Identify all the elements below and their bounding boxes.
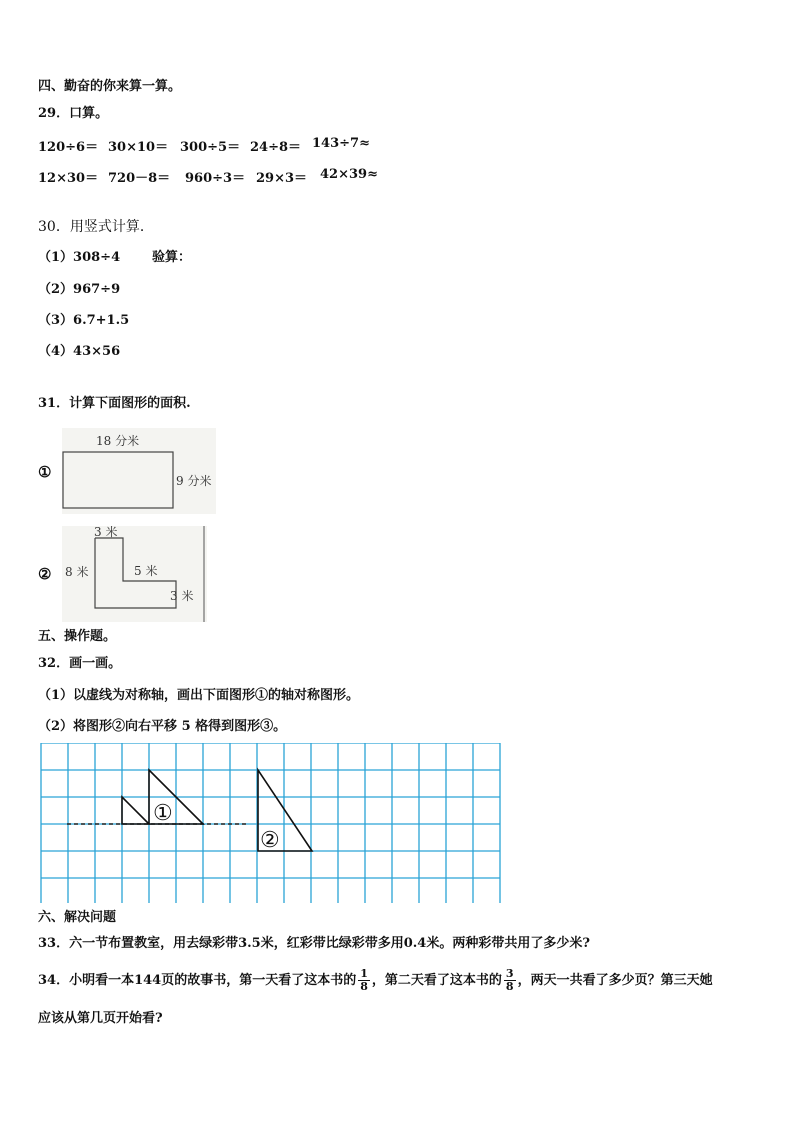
fraction-numerator: 3 xyxy=(505,967,514,980)
section-5-heading: 五、操作题。 xyxy=(38,629,117,644)
calc-item: 30×10＝ xyxy=(108,140,169,155)
shape-2-label: ② xyxy=(260,828,280,853)
q30-check-label: 验算： xyxy=(152,250,192,265)
q30-item-1: （1）308÷4 xyxy=(38,250,121,265)
question-34-line-2: 应该从第几页开始看? xyxy=(38,1011,163,1026)
q34-text-part-2: ，第二天看了这本书的 xyxy=(371,973,502,988)
q32-instruction-1: （1）以虚线为对称轴，画出下面图形①的轴对称图形。 xyxy=(38,688,360,703)
question-32-label: 32．画一画。 xyxy=(38,656,122,671)
q34-text-part-1: 34．小明看一本144页的故事书，第一天看了这本书的 xyxy=(38,973,357,988)
q34-text-part-3: ，两天一共看了多少页？第三天她 xyxy=(517,973,713,988)
fraction-denominator: 8 xyxy=(505,980,514,993)
figure-2-mid-label: 5 米 xyxy=(134,564,158,578)
calc-item: 120÷6＝ xyxy=(38,140,99,155)
drawing-grid xyxy=(40,743,506,903)
section-6-heading: 六、解决问题 xyxy=(38,910,117,925)
section-4-heading: 四、勤奋的你来算一算。 xyxy=(38,79,182,94)
calc-item: 24÷8＝ xyxy=(250,140,302,155)
fraction-numerator: 1 xyxy=(360,967,368,980)
question-30-label: 30．用竖式计算． xyxy=(38,219,154,235)
question-34-line-1 xyxy=(38,966,713,996)
figure-2-left-label: 8 米 xyxy=(65,565,89,579)
calc-item: 720－8＝ xyxy=(108,171,171,186)
calc-item: 29×3＝ xyxy=(256,171,308,186)
figure-1-top-label: 18 分米 xyxy=(96,434,140,448)
calc-item: 960÷3＝ xyxy=(185,171,246,186)
shape-1-small-triangle xyxy=(122,797,149,824)
calc-item: 42×39≈ xyxy=(320,167,378,182)
figure-1-right-label: 9 分米 xyxy=(176,474,212,488)
figure-2-marker: ② xyxy=(38,565,52,583)
question-29-label: 29．口算。 xyxy=(38,106,109,121)
q30-item-2: （2）967÷9 xyxy=(38,282,121,297)
figure-1-rectangle xyxy=(62,428,216,514)
figure-2-l-shape xyxy=(62,526,207,622)
calc-item: 143÷7≈ xyxy=(312,136,370,151)
q30-item-3: （3）6.7+1.5 xyxy=(38,313,130,328)
question-33: 33．六一节布置教室，用去绿彩带3.5米，红彩带比绿彩带多用0.4米。两种彩带共用了多少米? xyxy=(38,936,590,951)
q30-item-4: （4）43×56 xyxy=(38,344,121,359)
shape-1-label: ① xyxy=(153,801,173,826)
figure-2-top-label: 3 米 xyxy=(94,526,118,539)
figure-2-bottom-right-label: 3 米 xyxy=(170,589,194,603)
fraction-three-eighths xyxy=(504,968,516,993)
figure-1-marker: ① xyxy=(38,463,52,481)
q32-instruction-2: （2）将图形②向右平移 5 格得到图形③。 xyxy=(38,719,287,734)
question-31-label: 31．计算下面图形的面积. xyxy=(38,396,191,411)
calc-item: 12×30＝ xyxy=(38,171,99,186)
calc-item: 300÷5＝ xyxy=(180,140,241,155)
grid-lines xyxy=(41,743,500,903)
fraction-denominator: 8 xyxy=(360,980,368,993)
fraction-one-eighth xyxy=(358,968,370,993)
